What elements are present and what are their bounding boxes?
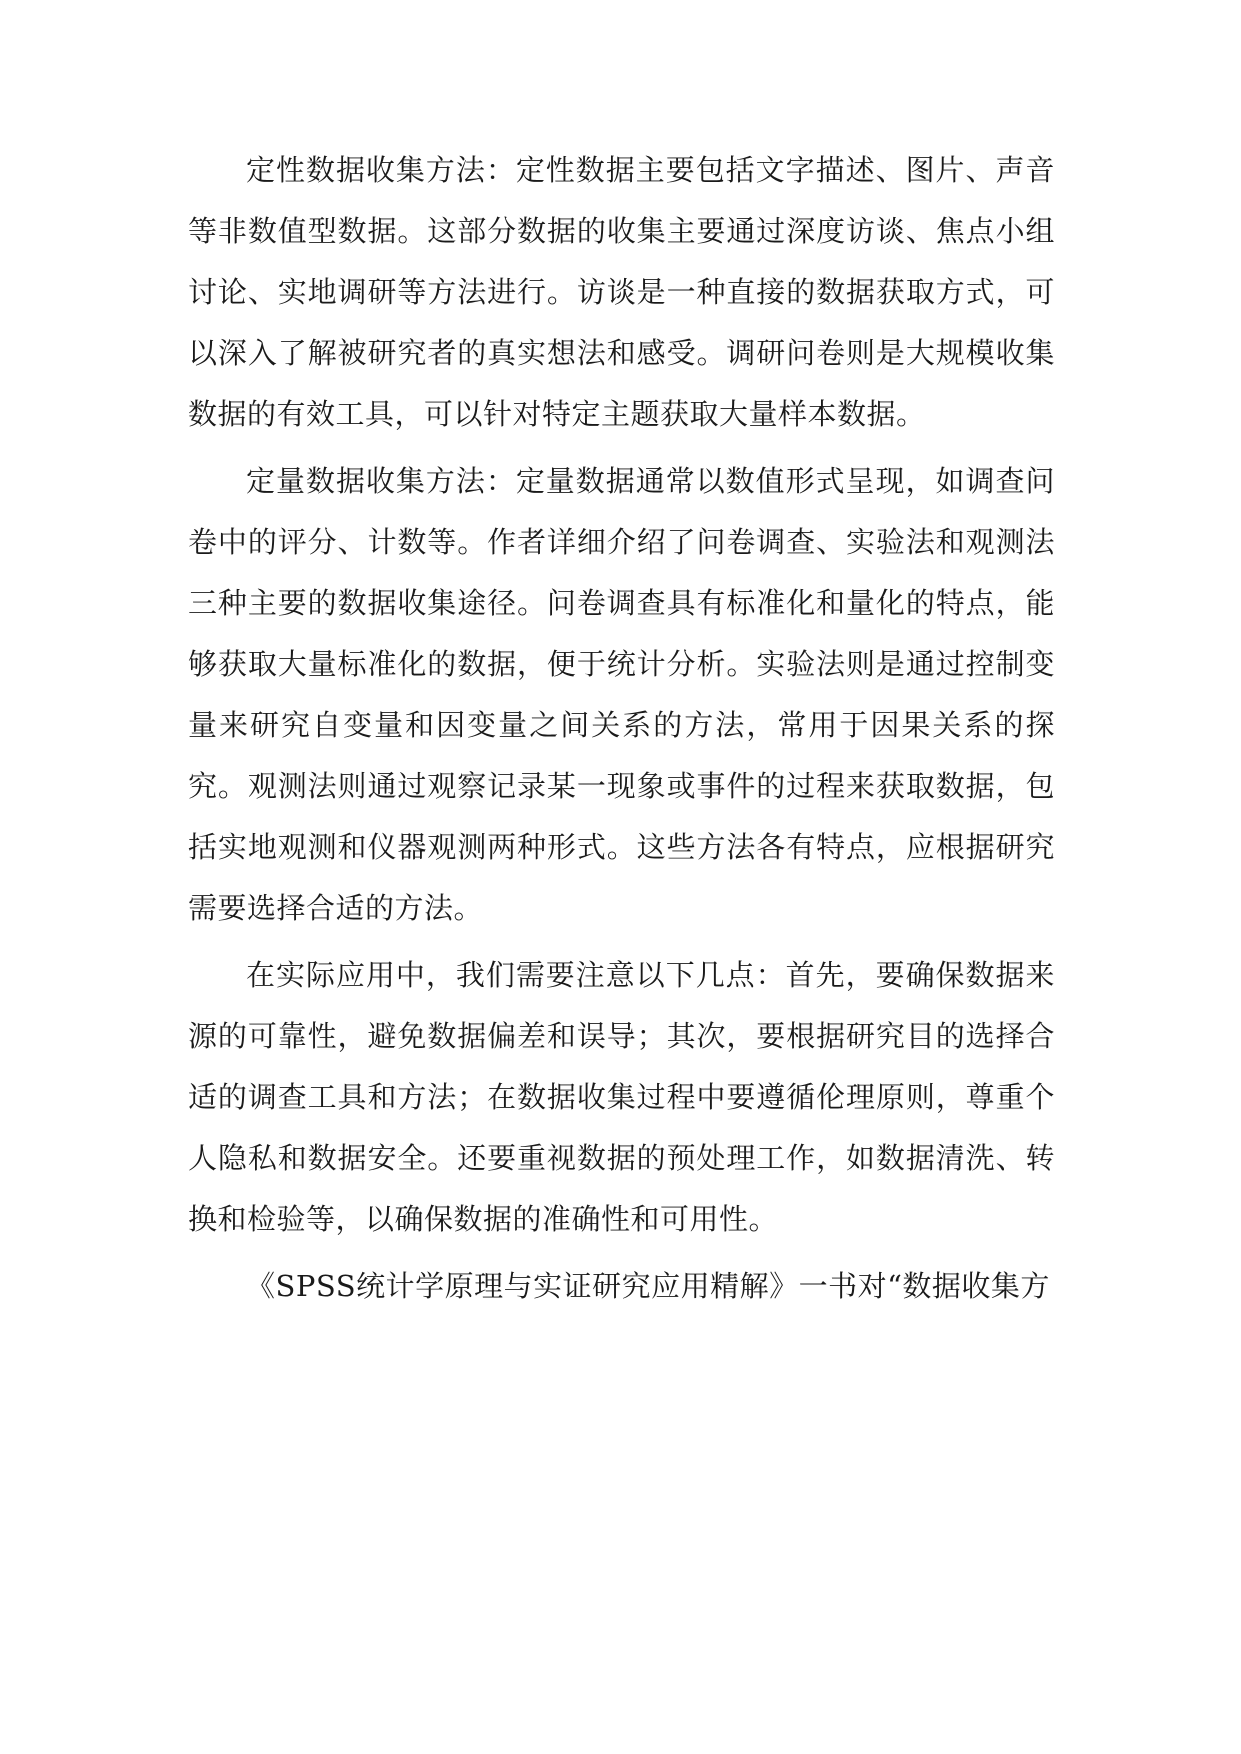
paragraph-practical-notes: 在实际应用中，我们需要注意以下几点：首先，要确保数据来源的可靠性，避免数据偏差和误导；其次，要根据研究目的选择合适的调查工具和方法；在数据收集过程中要遵循伦理原则，尊重个人隐私和数据安全。还要重视数据的预处理工作，如数据清洗、转换和检验等，以确保数据的准确性和可用性。 — [188, 958, 1055, 1236]
paragraph-quantitative-methods: 定量数据收集方法：定量数据通常以数值形式呈现，如调查问卷中的评分、计数等。作者详细介绍了问卷调查、实验法和观测法三种主要的数据收集途径。问卷调查具有标准化和量化的特点，能够获取大量标准化的数据，便于统计分析。实验法则是通过控制变量来研究自变量和因变量之间关系的方法，常用于因果关系的探究。观测法则通过观察记录某一现象或事件的过程来获取数据，包括实地观测和仪器观测两种形式。这些方法各有特点，应根据研究需要选择合适的方法。 — [188, 464, 1055, 925]
paragraph-book-reference: 《SPSS统计学原理与实证研究应用精解》一书对“数据收集方 — [246, 1269, 1050, 1303]
document-body — [188, 140, 1055, 1323]
paragraph-qualitative-methods: 定性数据收集方法：定性数据主要包括文字描述、图片、声音等非数值型数据。这部分数据的收集主要通过深度访谈、焦点小组讨论、实地调研等方法进行。访谈是一种直接的数据获取方式，可以深入了解被研究者的真实想法和感受。调研问卷则是大规模收集数据的有效工具，可以针对特定主题获取大量样本数据。 — [188, 153, 1055, 431]
